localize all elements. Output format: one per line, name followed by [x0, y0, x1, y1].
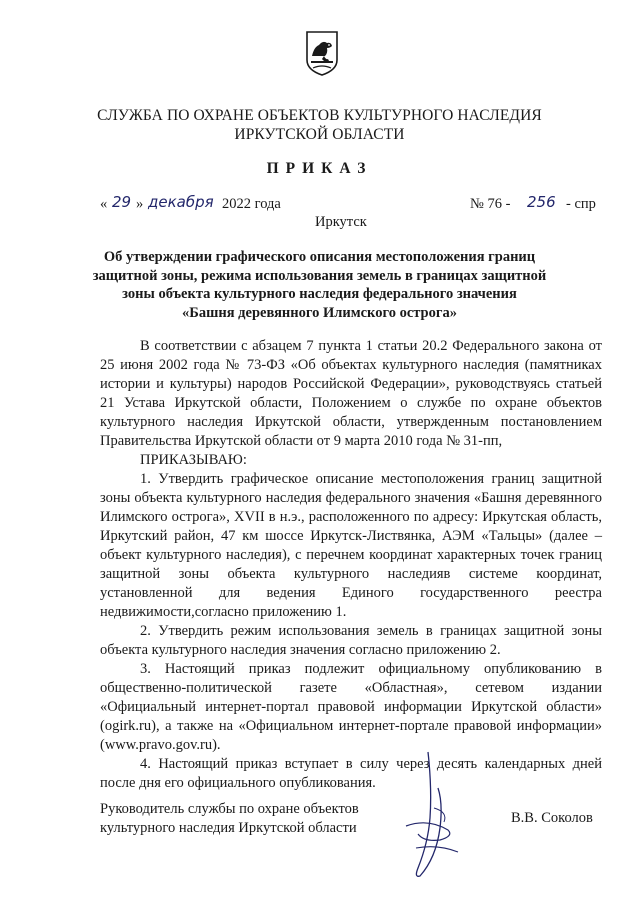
handwritten-signature-icon — [388, 748, 488, 883]
agency-line-2: ИРКУТСКОЙ ОБЛАСТИ — [234, 126, 405, 143]
order-subject — [0, 248, 639, 322]
order-date — [100, 193, 300, 216]
document-type-title: ПРИКАЗ — [266, 160, 373, 177]
order-keyword: ПРИКАЗЫВАЮ: — [140, 452, 247, 468]
date-day: 29 — [112, 193, 132, 211]
signer-position — [100, 800, 359, 837]
subject-line-1: Об утверждении графического описания местоположения границ — [103, 249, 536, 265]
number-value: 256 — [527, 193, 556, 211]
item-1-paragraph: 1. Утвердить графическое описание местоположения границ защитной зоны объекта культурного наследия федерального значения «Башня деревянного Илимского острога», XVII в н.э., расположенного по адресу: Иркутская область, Иркутский район, 47 км шоссе Иркутск-Листвянка, АЭМ «Тальцы» (далее – объект культурного наследия), с перечнем координат характерных точек границ защитной зоны объекта культурного наследияв системе координат, установленной для ведения Единого государственного реестра недвижимости,согласно приложению 1. — [100, 471, 602, 620]
date-month: декабря — [148, 193, 214, 211]
number-suffix: - спр — [566, 196, 596, 212]
item-3-paragraph: 3. Настоящий приказ подлежит официальному опубликованию в общественно-политической газете «Областная», сетевом издании «Официальный интернет-портал правовой информации Иркутской области» (ogirk.ru), а также на «Официальном интернет-портале правовой информации» (www.pravo.gov.ru). — [100, 661, 602, 753]
item-4-paragraph: 4. Настоящий приказ вступает в силу через десять календарных дней после дня его официального опубликования. — [100, 756, 602, 791]
order-body — [100, 337, 602, 793]
date-year: 2022 года — [222, 196, 281, 212]
date-close-quote: » — [136, 196, 144, 212]
signer-name: В.В. Соколов — [511, 810, 593, 826]
order-number — [470, 193, 610, 216]
subject-line-3: зоны объекта культурного наследия федерального значения — [122, 286, 517, 302]
position-line-2: культурного наследия Иркутской области — [100, 819, 357, 836]
date-open-quote: « — [100, 196, 108, 212]
preamble-paragraph: В соответствии с абзацем 7 пункта 1 статьи 20.2 Федерального закона от 25 июня 2002 года № 73-ФЗ «Об объектах культурного наследия (памятниках истории и культуры) народов Российской Федерации», руководствуясь статьей 21 Устава Иркутской области, Положением о службе по охране объектов культурного наследия Иркутской области, утвержденным постановлением Правительства Иркутской области от 9 марта 2010 года № 31-пп, — [100, 338, 602, 449]
number-prefix: № 76 - — [470, 196, 511, 212]
item-2-paragraph: 2. Утвердить режим использования земель в границах защитной зоны объекта культурного наследия значения согласно приложению 2. — [100, 623, 602, 658]
subject-line-2: защитной зоны, режима использования земель в границах защитной — [92, 267, 547, 284]
agency-name — [0, 106, 639, 144]
coat-of-arms-icon — [305, 30, 339, 76]
subject-line-4: «Башня деревянного Илимского острога» — [182, 304, 457, 321]
agency-line-1: СЛУЖБА ПО ОХРАНЕ ОБЪЕКТОВ КУЛЬТУРНОГО НАСЛЕДИЯ — [97, 107, 542, 124]
city: Иркутск — [315, 214, 367, 230]
position-line-1: Руководитель службы по охране объектов — [100, 801, 359, 817]
